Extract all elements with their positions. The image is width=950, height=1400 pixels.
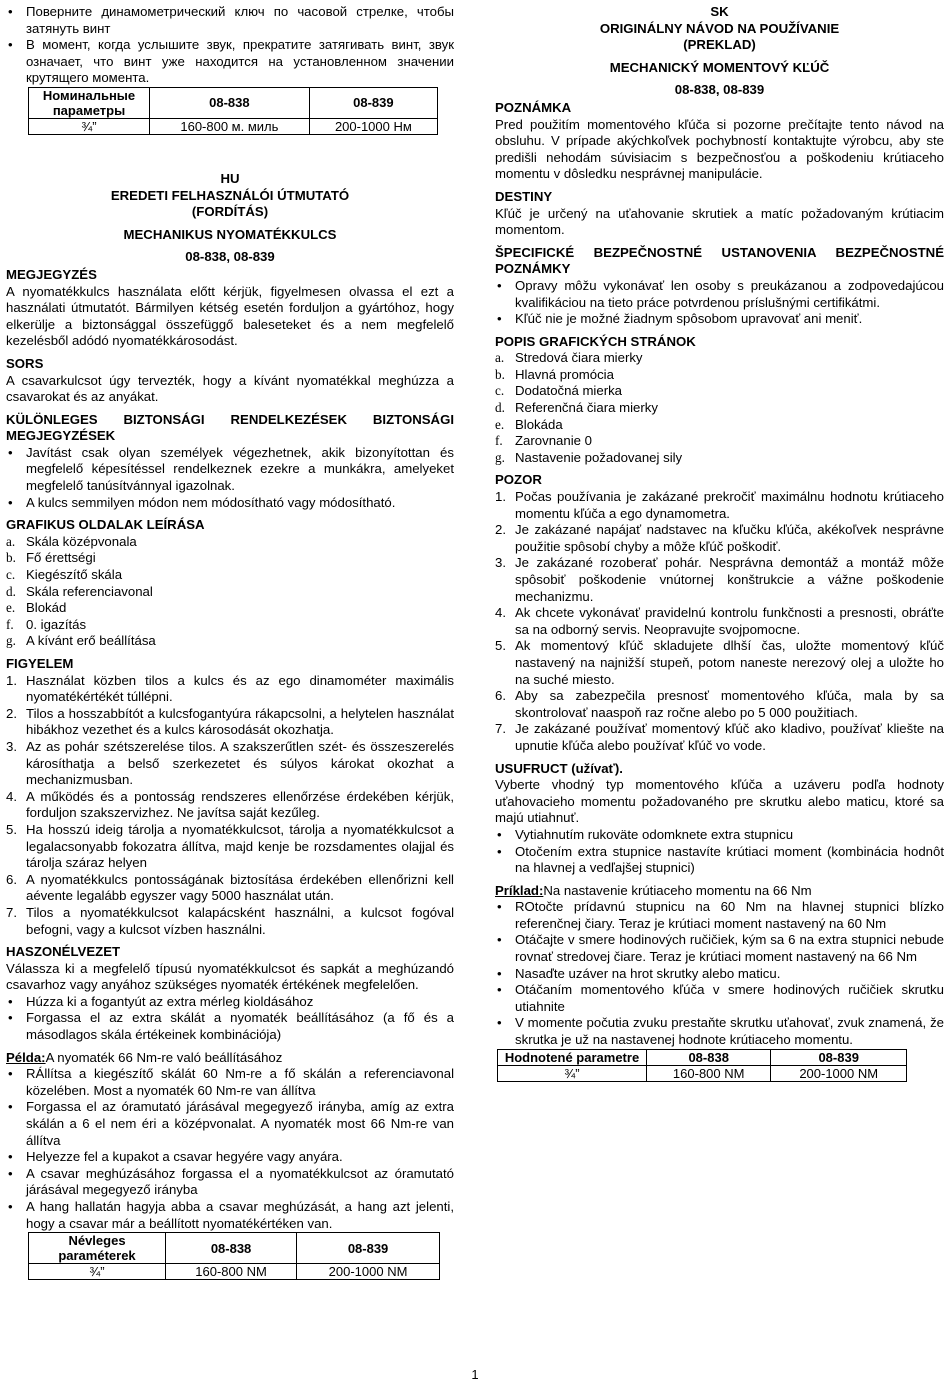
list-item <box>495 350 944 367</box>
list-text: Referenčná čiara mierky <box>515 400 658 416</box>
list-item <box>6 633 454 650</box>
table-cell: 08-839 <box>309 87 437 118</box>
list-number: 2. <box>495 522 506 538</box>
list-item <box>495 555 944 605</box>
list-item <box>6 739 454 789</box>
list-number: 3. <box>495 555 506 571</box>
list-item <box>495 417 944 434</box>
ru-bullet-list <box>6 4 454 87</box>
table-cell: Hodnotené parametre <box>498 1049 647 1065</box>
hu-destiny-heading: SORS <box>6 355 44 371</box>
list-number: 6. <box>495 688 506 704</box>
hu-graph-list <box>6 534 454 650</box>
list-item: • Forgassa el az extra skálát a nyomaték beállításához (a fő és a másodlagos skála értékeinek kombinációja) <box>6 1010 454 1043</box>
list-text: Je zakázané rozoberať pohár. Nesprávna demontáž a montáž môže spôsobiť poškodenie vnútornej konštrukcie a vážne poškodenie mechanizmu. <box>515 555 944 604</box>
list-text: A működés és a pontosság rendszeres ellenőrzése érdekében kérjük, forduljon szakszervizhez. Ne javítsa saját kezűleg. <box>26 788 454 821</box>
table-cell: 160-800 NM <box>647 1065 771 1081</box>
sk-usage-text: Vyberte vhodný typ momentového kľúča a uzáveru podľa hodnoty uťahovacieho momentu požadovaného pre skrutku alebo maticu, ktoré sa majú utiahnuť. <box>495 777 944 826</box>
hu-safety-list <box>6 445 454 511</box>
list-text: Kiegészítő skála <box>26 567 123 583</box>
list-item: • RÁllítsa a kiegészítő skálát 60 Nm-re a fő skálán a referenciavonal közelében. Most a nyomaték 60 Nm-re van állítva <box>6 1066 454 1099</box>
list-item <box>495 400 944 417</box>
list-letter: f. <box>495 433 503 449</box>
table-cell: 200-1000 NM <box>771 1065 907 1081</box>
list-letter: e. <box>6 600 16 616</box>
list-text: Blokád <box>26 600 67 616</box>
list-item: • Forgassa el az óramutató járásával megegyező irányba, amíg az extra skálán a 6 el nem éri a középvonalat. A nyomaték most 66 Nm-re van állítva <box>6 1099 454 1149</box>
list-letter: d. <box>6 583 16 599</box>
list-item <box>495 367 944 384</box>
list-number: 1. <box>495 489 506 505</box>
list-item <box>495 721 944 754</box>
hu-product-title: MECHANIKUS NYOMATÉKKULCS <box>123 226 337 242</box>
sk-note-heading: POZNÁMKA <box>495 99 572 115</box>
list-text: A nyomatékkulcs pontosságának biztosítása érdekében ellenőrizni kell aévente legalább egyszer vagy 5000 használat után. <box>26 871 454 904</box>
table-row <box>29 118 438 134</box>
list-item: • Nasaďte uzáver na hrot skrutky alebo maticu. <box>495 966 944 983</box>
list-item: • Húzza ki a fogantyút az extra mérleg kioldásához <box>6 994 454 1011</box>
table-cell: 08-839 <box>771 1049 907 1065</box>
list-text: Aby sa zabezpečila presnosť momentového kľúča, mala by sa skontrolovať naaspoň raz ročne alebo po 5 000 použitiach. <box>515 688 944 720</box>
list-text: Nastavenie požadovanej sily <box>515 449 683 465</box>
table-row <box>498 1065 907 1081</box>
list-item <box>495 688 944 721</box>
table-cell: 08-838 <box>647 1049 771 1065</box>
list-item <box>6 822 454 872</box>
hu-note-heading: MEGJEGYZÉS <box>6 266 97 282</box>
list-item: • Vytiahnutím rukoväte odomknete extra stupnicu <box>495 827 944 844</box>
list-number: 1. <box>6 672 17 688</box>
list-letter: b. <box>6 550 16 566</box>
hu-subtitle: (FORDÍTÁS) <box>191 204 269 220</box>
hu-warning-heading: FIGYELEM <box>6 656 74 671</box>
list-text: Je zakázané napájať nadstavec na kľučku kľúča, akékoľvek nesprávne použitie spôsobí chyby a môže kľúč poškodiť. <box>515 522 944 554</box>
list-number: 4. <box>6 788 17 804</box>
table-cell: 08-838 <box>166 1233 297 1264</box>
list-item <box>6 534 454 551</box>
list-letter: a. <box>495 350 505 366</box>
list-item: • A kulcs semmilyen módon nem módosítható vagy módosítható. <box>6 495 454 512</box>
table-cell: 08-838 <box>150 87 310 118</box>
sk-destiny-heading: DESTINY <box>495 188 553 204</box>
list-text: Használat közben tilos a kulcs és az ego dinamométer maximális nyomatékértékét túllépni. <box>26 672 454 705</box>
list-text: Ak momentový kľúč skladujete dlhší čas, uložte momentový kľúč nastavený na najnižší stupeň, potom naneste nerezový olej a uložte ho na suché miesto. <box>515 638 944 687</box>
list-letter: e. <box>495 416 505 432</box>
list-text: Zarovnanie 0 <box>515 433 592 449</box>
hu-warning-list <box>6 673 454 939</box>
list-item <box>495 522 944 555</box>
list-item <box>6 905 454 938</box>
list-number: 5. <box>6 821 17 837</box>
list-item: • A csavar meghúzásához forgassa el a nyomatékkulcsot az óramutató járásával megegyező irányba <box>6 1166 454 1199</box>
list-letter: f. <box>6 616 14 632</box>
list-item: • V momente počutia zvuku prestaňte skrutku uťahovať, zvuk znamená, že skrutka je už na nastavenej hodnote krútiaceho momentu. <box>495 1015 944 1048</box>
left-column <box>6 4 454 1280</box>
hu-title: EREDETI FELHASZNÁLÓI ÚTMUTATÓ <box>110 187 350 203</box>
hu-spec-table <box>28 1232 440 1280</box>
table-cell: 200-1000 Нм <box>309 118 437 134</box>
list-text: Počas používania je zakázané prekročiť maximálnu hodnotu krútiaceho momentu kľúča a ego dynamometra. <box>515 489 944 521</box>
list-item <box>6 617 454 634</box>
list-item: • Поверните динамометрический ключ по часовой стрелке, чтобы затянуть винт <box>6 4 454 37</box>
list-number: 7. <box>6 904 17 920</box>
table-cell: 160-800 NM <box>166 1264 297 1280</box>
sk-example-label: Príklad: <box>495 882 544 898</box>
list-text: Dodatočná mierka <box>515 383 623 399</box>
list-item: • В момент, когда услышите звук, прекратите затягивать винт, звук означает, что винт уже находится на установленном значении крутящего момента. <box>6 37 454 87</box>
list-letter: c. <box>6 567 16 583</box>
list-item: • Javítást csak olyan személyek végezhetnek, akik bizonyítottan és megfelelő képesítéssel rendelkeznek ezekre a munkákra, amelyeket megfelelő tanúsítvánnyal igazolnak. <box>6 445 454 495</box>
hu-example-line <box>6 1050 454 1067</box>
list-item <box>495 433 944 450</box>
table-cell: Névleges paraméterek <box>29 1233 166 1264</box>
sk-graph-heading: POPIS GRAFICKÝCH STRÁNOK <box>495 333 696 349</box>
sk-note-text: Pred použitím momentového kľúča si pozorne prečítajte tento návod na obsluhu. V prípade akýchkoľvek pochybností kontaktujte výrobcu, aby ste predišli nehodám súvisiacim s bezpečnosťou a poškodeniu krútiaceho momentu v dôsledku nesprávnej manipulácie. <box>495 116 944 182</box>
table-row <box>498 1049 907 1065</box>
hu-destiny-text: A csavarkulcsot úgy tervezték, hogy a kívánt nyomatékkal meghúzza a csavarokat és az anyákat. <box>6 372 454 405</box>
table-cell: ¾” <box>498 1065 647 1081</box>
list-item <box>6 872 454 905</box>
list-letter: c. <box>495 383 505 399</box>
hu-example-text: A nyomaték 66 Nm-re való beállításához <box>45 1049 283 1065</box>
sk-usage-heading: USUFRUCT (užívať). <box>495 760 623 776</box>
hu-safety-heading: KÜLÖNLEGES BIZTONSÁGI RENDELKEZÉSEK BIZTONSÁGI MEGJEGYZÉSEK <box>6 411 454 444</box>
list-item <box>6 550 454 567</box>
list-number: 4. <box>495 605 506 621</box>
list-number: 6. <box>6 871 17 887</box>
list-text: Tilos a hosszabbítót a kulcsfogantyúra rákapcsolni, a helytelen használat hibákhoz vezethet és a kulcs károsodását okozhatja. <box>26 705 454 738</box>
sk-graph-list <box>495 350 944 466</box>
list-item <box>495 383 944 400</box>
sk-example-line <box>495 883 944 900</box>
hu-models: 08-838, 08-839 <box>185 249 275 265</box>
ru-spec-table <box>28 87 438 135</box>
list-text: Skála referenciavonal <box>26 583 153 599</box>
list-text: A kívánt erő beállítása <box>26 633 156 649</box>
list-item <box>6 673 454 706</box>
list-item: • A hang hallatán hagyja abba a csavar meghúzását, a hang azt jelenti, hogy a csavar már a beállított nyomatékértéken van. <box>6 1199 454 1232</box>
right-column <box>495 4 944 1082</box>
list-item: • Helyezze fel a kupakot a csavar hegyére vagy anyára. <box>6 1149 454 1166</box>
list-item <box>6 706 454 739</box>
list-item <box>495 489 944 522</box>
hu-lang-code: HU <box>220 170 240 186</box>
sk-models: 08-838, 08-839 <box>674 82 765 98</box>
list-item: • ROtočte prídavnú stupnicu na 60 Nm na hlavnej stupnici blízko referenčnej čiary. Teraz je krútiaci moment nastavený na 60 Nm <box>495 899 944 932</box>
list-item: • Kľúč nie je možné žiadnym spôsobom upravovať ani meniť. <box>495 311 944 328</box>
list-item <box>6 567 454 584</box>
list-item: • Otočením extra stupnice nastavíte krútiaci moment (kombinácia hodnôt na hlavnej a vedľajšej stupnici) <box>495 844 944 877</box>
table-cell: 160-800 м. миль <box>150 118 310 134</box>
list-item <box>6 600 454 617</box>
page-number: 1 <box>471 1367 479 1382</box>
list-number: 3. <box>6 738 17 754</box>
hu-example-list <box>6 1066 454 1232</box>
table-cell: 200-1000 NM <box>297 1264 440 1280</box>
hu-usage-text: Válassza ki a megfelelő típusú nyomatékkulcsot és sapkát a meghúzandó csavarhoz vagy anyához szükséges nyomaték értékének megfelelően. <box>6 960 454 993</box>
list-text: Fő érettségi <box>26 550 96 566</box>
list-letter: a. <box>6 533 16 549</box>
list-text: Hlavná promócia <box>515 366 614 382</box>
list-text: Ak chcete vykonávať pravidelnú kontrolu funkčnosti a presnosti, obráťte sa na odborný servis. Neopravujte svojpomocne. <box>515 605 944 637</box>
list-text: 0. igazítás <box>26 616 87 632</box>
list-text: Skála középvonala <box>26 533 137 549</box>
hu-usage-heading: HASZONÉLVEZET <box>6 944 121 960</box>
list-item <box>495 605 944 638</box>
list-item <box>495 450 944 467</box>
list-text: Blokáda <box>515 416 563 432</box>
list-item: • Otáčaním momentového kľúča v smere hodinových ručičiek skrutku utiahnite <box>495 982 944 1015</box>
sk-destiny-text: Kľúč je určený na uťahovanie skrutiek a matíc požadovaným krútiacim momentom. <box>495 205 944 238</box>
sk-safety-list <box>495 278 944 328</box>
list-text: Ha hosszú ideig tárolja a nyomatékkulcsot, tárolja a nyomatékkulcsot a legalacsonyabb fokozatra állítva, majd kenje be rozsdamentes olajjal és tárolja száraz helyen <box>26 821 454 871</box>
table-row <box>29 87 438 118</box>
sk-subtitle: (PREKLAD) <box>683 37 756 53</box>
table-cell: ¾” <box>29 118 150 134</box>
sk-usage-list <box>495 827 944 877</box>
table-row <box>29 1233 440 1264</box>
sk-warning-list <box>495 489 944 755</box>
hu-graph-heading: GRAFIKUS OLDALAK LEÍRÁSA <box>6 517 205 533</box>
list-number: 7. <box>495 721 506 737</box>
hu-usage-list <box>6 994 454 1044</box>
sk-warning-heading: POZOR <box>495 472 542 488</box>
sk-safety-heading: ŠPECIFICKÉ BEZPEČNOSTNÉ USTANOVENIA BEZPEČNOSTNÉ POZNÁMKY <box>495 244 944 277</box>
table-cell: ¾” <box>29 1264 166 1280</box>
sk-spec-table <box>497 1049 907 1082</box>
table-cell: 08-839 <box>297 1233 440 1264</box>
list-text: Az as pohár szétszerelése tilos. A szakszerűtlen szét- és összeszerelés károsíthatja a belső szerkezetet és súlyos károkat okozhat a mechanizmusban. <box>26 738 454 788</box>
hu-example-label: Példa: <box>6 1049 46 1065</box>
table-cell: Номинальные параметры <box>29 87 150 118</box>
sk-product-title: MECHANICKÝ MOMENTOVÝ KĽÚČ <box>609 59 830 75</box>
list-item <box>495 638 944 688</box>
list-number: 5. <box>495 638 506 654</box>
list-item: • Opravy môžu vykonávať len osoby s preukázanou a zodpovedajúcou kvalifikáciou na tieto práce potvrdenou príslušnými certifikátmi. <box>495 278 944 311</box>
sk-lang-code: SK <box>710 4 729 19</box>
list-text: Stredová čiara mierky <box>515 350 643 366</box>
sk-example-text: Na nastavenie krútiaceho momentu na 66 Nm <box>543 882 812 898</box>
list-text: Je zakázané používať momentový kľúč ako kladivo, používať kliešte na upnutie kľúča alebo používať kľúč vo vode. <box>515 721 944 753</box>
table-row <box>29 1264 440 1280</box>
list-item: • Otáčajte v smere hodinových ručičiek, kým sa 6 na extra stupnici nebude rovnať stredovej čiare. Teraz je krútiaci moment nastavený na 66 Nm <box>495 932 944 965</box>
list-item <box>6 789 454 822</box>
list-item <box>6 584 454 601</box>
list-letter: d. <box>495 400 505 416</box>
list-number: 2. <box>6 705 17 721</box>
list-letter: g. <box>495 449 505 465</box>
list-letter: b. <box>495 366 505 382</box>
hu-note-text: A nyomatékkulcs használata előtt kérjük, figyelmesen olvassa el ezt a használati útmutatót. Bármilyen kétség esetén forduljon a gyártóhoz, hogy elkerülje a biztonsággal összefüggő baleseteket és a nem megfelelő kezelésből adódó nyomatékkárosodást. <box>6 283 454 349</box>
list-text: Tilos a nyomatékkulcsot kalapácsként használni, a kulcsot fogóval befogni, vagy a kulcsot vízben használni. <box>26 904 454 937</box>
sk-example-list <box>495 899 944 1048</box>
list-letter: g. <box>6 633 16 649</box>
sk-title: ORIGINÁLNY NÁVOD NA POUŽÍVANIE <box>599 20 840 36</box>
